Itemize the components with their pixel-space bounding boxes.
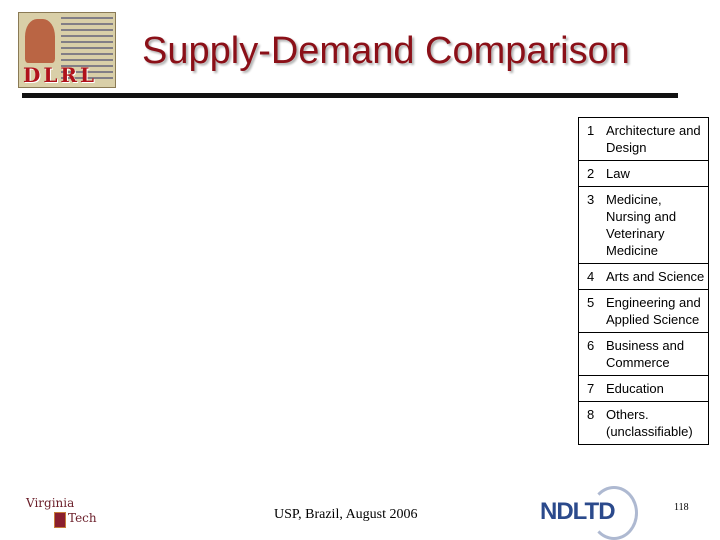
page-number: 118 xyxy=(674,502,689,513)
category-number: 6 xyxy=(587,338,595,353)
category-row xyxy=(579,187,709,264)
title-rule xyxy=(22,93,678,98)
category-table xyxy=(578,117,709,445)
dlrl-logo-text: DLRL xyxy=(23,63,98,87)
category-number: 7 xyxy=(587,381,595,396)
category-label: Architecture and Design xyxy=(606,123,701,155)
category-number: 5 xyxy=(587,295,595,310)
category-label: Education xyxy=(606,381,664,396)
category-label: Arts and Science xyxy=(606,269,705,284)
category-number: 1 xyxy=(587,123,595,138)
virginia-tech-logo-virginia: Virginia xyxy=(26,496,75,510)
dlrl-logo xyxy=(18,12,116,88)
slide-title: Supply-Demand Comparison xyxy=(142,30,630,72)
ndltd-logo-text: NDLTD xyxy=(540,498,615,525)
category-row xyxy=(579,161,709,187)
category-row xyxy=(579,402,709,445)
category-row xyxy=(579,333,709,376)
category-number: 4 xyxy=(587,269,595,284)
category-number: 2 xyxy=(587,166,595,181)
category-label: Medicine, Nursing and Veterinary Medicine xyxy=(606,192,677,258)
ndltd-logo xyxy=(540,486,636,536)
category-number: 8 xyxy=(587,407,595,422)
category-number: 3 xyxy=(587,192,595,207)
category-label: Others. (unclassifiable) xyxy=(606,407,693,439)
virginia-tech-logo-tech: Tech xyxy=(68,511,97,525)
vt-emblem-icon xyxy=(54,512,66,528)
manuscript-figure-icon xyxy=(25,19,55,63)
category-row xyxy=(579,376,709,402)
category-label: Engineering and Applied Science xyxy=(606,295,701,327)
category-label: Business and Commerce xyxy=(606,338,685,370)
category-row xyxy=(579,118,709,161)
category-label: Law xyxy=(606,166,630,181)
virginia-tech-logo xyxy=(26,496,98,530)
category-row xyxy=(579,290,709,333)
slide-footer: USP, Brazil, August 2006 xyxy=(274,507,418,522)
category-row xyxy=(579,264,709,290)
